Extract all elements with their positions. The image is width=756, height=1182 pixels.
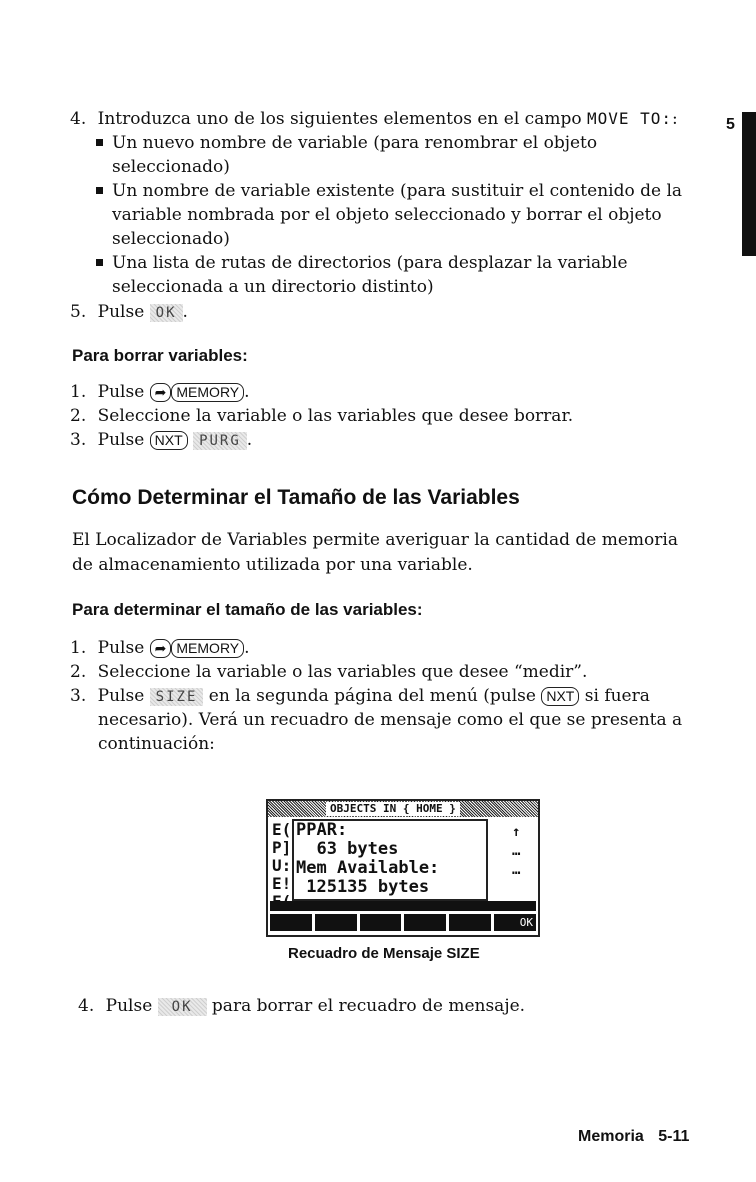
bullet-icon [96,139,103,146]
bullet-item-1: Un nuevo nombre de variable (para renombrar el objeto [96,131,597,155]
delete-step-3: 3. Pulse NXT PURG . [70,430,253,450]
lcd-menu-key [315,914,357,931]
right-shift-key-icon: ➦ [150,383,172,402]
ok-softkey: OK [158,998,207,1016]
ellipsis-icon: … [512,843,521,859]
lcd-left-entry: E! [272,874,292,893]
size-step-3-cont: necesario). Verá un recuadro de mensaje como el que se presenta a [98,710,683,730]
step-5-line: 5. Pulse OK . [70,302,188,322]
nxt-key: NXT [150,431,188,450]
size-step-3-cont2: continuación: [98,734,215,754]
section-heading-delete: Para borrar variables: [72,346,248,365]
bullet-item-2: Un nombre de variable existente (para sustituir el contenido de la [96,179,682,203]
delete-step-1: 1. Pulse ➦ MEMORY . [70,382,250,402]
figure-caption: Recuadro de Mensaje SIZE [288,945,480,962]
bullet-item-3: Una lista de rutas de directorios (para desplazar la variable [96,251,628,275]
purg-softkey: PURG [193,432,247,450]
lcd-message-box [292,819,488,901]
chapter-tab-mark [742,112,756,256]
size-step-3: 3. Pulse SIZE en la segunda página del menú (pulse NXT si fuera [70,686,650,706]
lcd-msg-line: 63 bytes [296,839,399,859]
intro-line-2: de almacenamiento utilizada por una variable. [72,555,473,575]
nxt-key: NXT [541,687,579,706]
move-to-field-label: MOVE TO: [586,109,673,128]
memory-key: MEMORY [171,639,244,658]
lcd-menu-key [404,914,446,931]
bullet-item-3-cont: seleccionada a un directorio distinto) [112,277,434,297]
right-shift-key-icon: ➦ [150,639,172,658]
lcd-left-entry: E( [272,820,292,839]
size-step-1: 1. Pulse ➦ MEMORY . [70,638,250,658]
bullet-icon [96,187,103,194]
lcd-right-column [512,823,520,880]
lcd-menu-row [270,914,536,931]
lcd-screen-illustration [266,799,540,937]
lcd-msg-line: 125135 bytes [296,877,430,897]
lcd-menu-key [270,914,312,931]
size-step-2: 2. Seleccione la variable o las variables que desee “medir”. [70,662,588,682]
main-heading: Cómo Determinar el Tamaño de las Variables [72,486,520,509]
section-heading-size: Para determinar el tamaño de las variables: [72,600,423,619]
lcd-menu-key-ok: OK [494,914,536,931]
lcd-msg-line: PPAR: [296,820,348,840]
lcd-menu-key [360,914,402,931]
delete-step-2: 2. Seleccione la variable o las variables que desee borrar. [70,406,574,426]
page-number: 5-11 [658,1128,690,1145]
final-step: 4. Pulse OK para borrar el recuadro de mensaje. [78,996,526,1016]
lcd-title-bar: OBJECTS IN { HOME } [268,801,538,817]
lcd-left-column [272,821,291,911]
bullet-item-2-cont: variable nombrada por el objeto seleccionado y borrar el objeto [112,205,662,225]
memory-key: MEMORY [171,383,244,402]
bullet-icon [96,259,103,266]
lcd-msg-line: Mem Available: [296,858,440,878]
intro-line-1: El Localizador de Variables permite averiguar la cantidad de memoria [72,530,678,550]
chapter-tab-number: 5 [726,116,735,133]
up-arrow-icon: ↑ [512,824,521,840]
lcd-menu-key [449,914,491,931]
size-softkey: SIZE [150,688,204,706]
footer-section: Memoria [578,1128,644,1145]
lcd-left-entry: U: [272,856,292,875]
step-4-line: 4. Introduzca uno de los siguientes elementos en el campo MOVE TO:: [70,109,678,129]
bullet-item-2-cont2: seleccionado) [112,229,230,249]
ellipsis-icon: … [512,862,521,878]
footer [578,1128,689,1146]
lcd-left-entry: P] [272,838,292,857]
ok-softkey: OK [150,304,183,322]
bullet-item-1-cont: seleccionado) [112,157,230,177]
lcd-status-bar [270,901,536,911]
